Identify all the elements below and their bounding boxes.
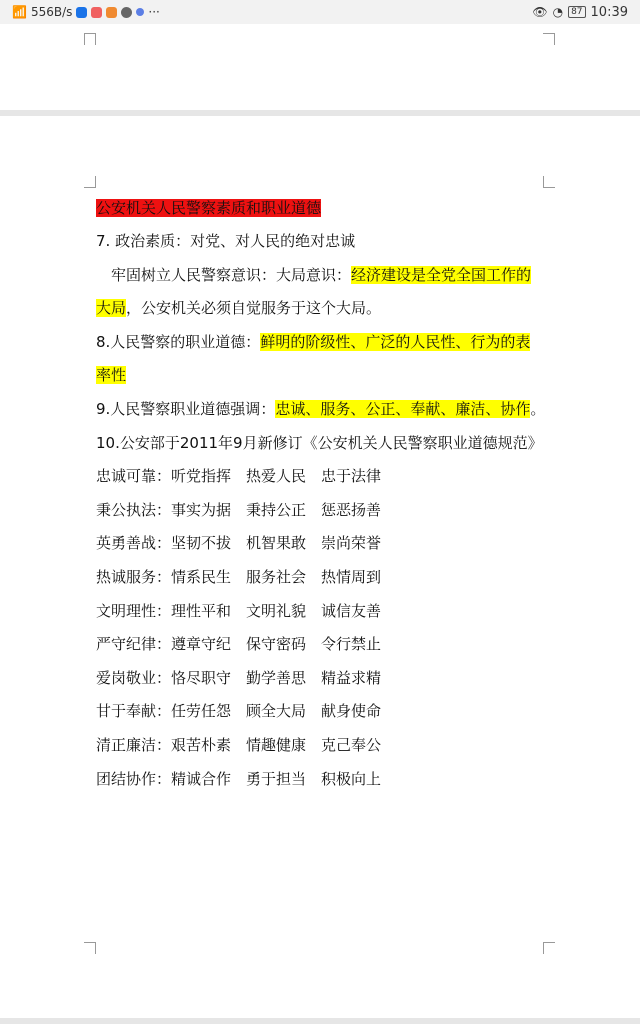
margin-mark bbox=[84, 176, 96, 188]
text: 团结协作：精诚合作 勇于担当 积极向上 bbox=[96, 769, 382, 788]
text: 忠诚可靠：听党指挥 热爱人民 忠于法律 bbox=[96, 467, 382, 486]
app-notification-icon bbox=[91, 7, 102, 18]
wifi-icon: 📶 bbox=[12, 5, 27, 19]
text-line bbox=[96, 364, 126, 386]
text: 甘于奉献：任劳任怨 顾全大局 献身使命 bbox=[96, 702, 382, 721]
text: 严守纪律：遵章守纪 保守密码 令行禁止 bbox=[96, 635, 382, 654]
text: 8.人民警察的职业道德： bbox=[96, 332, 261, 351]
text-line bbox=[96, 667, 381, 689]
battery-icon: 87 bbox=[568, 6, 585, 18]
app-notification-icon bbox=[76, 7, 87, 18]
network-speed: 556B/s bbox=[30, 5, 73, 19]
text-line bbox=[96, 264, 531, 286]
text: 清正廉洁：艰苦朴素 情趣健康 克己奉公 bbox=[96, 736, 382, 754]
margin-mark bbox=[543, 33, 555, 45]
text-line bbox=[96, 633, 381, 655]
app-notification-icon bbox=[121, 7, 132, 18]
text: 7. 政治素质：对党、对人民的绝对忠诚 bbox=[96, 232, 356, 250]
margin-mark bbox=[543, 176, 555, 188]
margin-mark bbox=[84, 33, 96, 45]
highlighted-text: 率性 bbox=[96, 366, 127, 385]
app-notification-icon bbox=[136, 8, 144, 16]
text-line bbox=[96, 700, 381, 722]
text: 英勇善战：坚韧不拔 机智果敢 崇尚荣誉 bbox=[96, 534, 382, 553]
text-line bbox=[96, 465, 381, 487]
text-line bbox=[96, 499, 381, 521]
more-notifications-icon: ··· bbox=[148, 5, 160, 19]
status-bar bbox=[0, 0, 640, 24]
text: ，公安机关必须自觉服务于这个大局。 bbox=[126, 299, 382, 318]
highlighted-text: 大局 bbox=[96, 299, 127, 318]
highlighted-text: 忠诚、服务、公正、奉献、廉洁、协作 bbox=[275, 400, 531, 418]
text: 秉公执法：事实为据 秉持公正 惩恶扬善 bbox=[96, 500, 382, 519]
text: 9.人民警察职业道德强调： bbox=[96, 400, 276, 418]
eye-comfort-icon: 👁 bbox=[532, 5, 548, 19]
text: 热诚服务：情系民生 服务社会 热情周到 bbox=[96, 568, 382, 586]
text-line bbox=[96, 230, 355, 252]
document-page bbox=[0, 24, 640, 110]
text-line bbox=[96, 398, 545, 420]
text-line bbox=[96, 600, 381, 622]
text-line bbox=[96, 297, 381, 319]
highlighted-text: 经济建设是全党全国工作的 bbox=[351, 265, 532, 284]
clock: 10:39 bbox=[590, 4, 628, 20]
highlighted-text: 鲜明的阶级性、广泛的人民性、行为的表 bbox=[260, 332, 531, 351]
speed-icon: ◔ bbox=[552, 5, 564, 19]
text-line bbox=[96, 768, 381, 790]
text: 牢固树立人民警察意识：大局意识： bbox=[96, 265, 352, 284]
text-line bbox=[96, 734, 381, 756]
text-line bbox=[96, 331, 530, 353]
text-line bbox=[96, 432, 543, 454]
text-line bbox=[96, 532, 381, 554]
text-line bbox=[96, 566, 381, 588]
margin-mark bbox=[84, 942, 96, 954]
app-notification-icon bbox=[106, 7, 117, 18]
text: 文明理性：理性平和 文明礼貌 诚信友善 bbox=[96, 601, 382, 620]
text: 。 bbox=[530, 400, 546, 418]
margin-mark bbox=[543, 942, 555, 954]
text: 10.公安部于2011年9月新修订《公安机关人民警察职业道德规范》 bbox=[96, 433, 543, 452]
text: 爱岗敬业：恪尽职守 勤学善思 精益求精 bbox=[96, 668, 382, 687]
document-heading: 公安机关人民警察素质和职业道德 bbox=[96, 199, 322, 217]
